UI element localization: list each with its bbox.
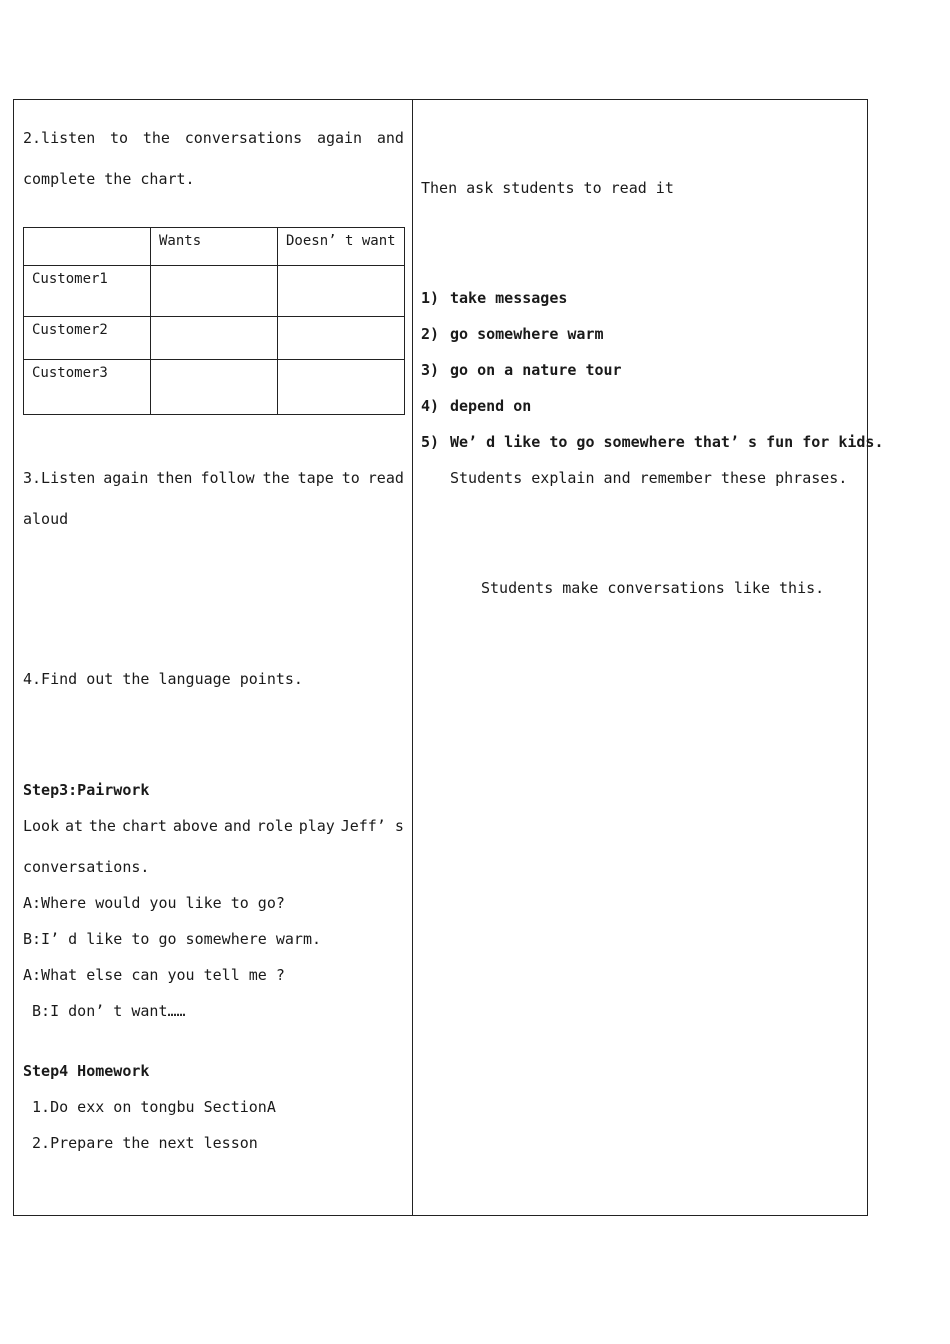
step3-line1: [23, 817, 404, 835]
chart-row: [24, 266, 405, 317]
item3-line2: aloud: [23, 510, 69, 528]
explain-text: Students explain and remember these phrases.: [450, 469, 848, 487]
word: Jeff’ s: [340, 817, 404, 835]
dialogue-line: B:I’ d like to go somewhere warm.: [23, 930, 322, 948]
phrase-number: 5): [421, 433, 440, 451]
chart-cell: Customer1: [24, 266, 151, 317]
phrase-number: 1): [421, 289, 440, 307]
step3-title: Step3:Pairwork: [23, 781, 150, 799]
chart-cell: [278, 266, 405, 317]
column-divider: [412, 99, 413, 1216]
dialogue-line: A:What else can you tell me ?: [23, 966, 285, 984]
homework-item: 2.Prepare the next lesson: [23, 1134, 258, 1152]
word: and: [376, 129, 404, 147]
chart-row: [24, 317, 405, 360]
customer-chart: [23, 227, 405, 415]
word: tape: [297, 469, 334, 487]
word: above: [172, 817, 218, 835]
chart-row: [24, 360, 405, 415]
chart-header-cell: Doesn’ t want: [278, 228, 405, 266]
item2-line1: [23, 129, 404, 147]
word: at: [64, 817, 84, 835]
word: the: [88, 817, 116, 835]
phrase-item: [421, 397, 531, 415]
phrase-number: 3): [421, 361, 440, 379]
phrase-number: 4): [421, 397, 440, 415]
word: and: [223, 817, 251, 835]
conversation-text: Students make conversations like this.: [481, 579, 825, 597]
step3-line2: conversations.: [23, 858, 150, 876]
chart-header-cell: Wants: [151, 228, 278, 266]
word: again: [316, 129, 363, 147]
phrase-number: 2): [421, 325, 440, 343]
chart-cell: [151, 266, 278, 317]
word: role: [256, 817, 293, 835]
word: 3.Listen: [23, 469, 96, 487]
word: Look: [23, 817, 60, 835]
word: follow: [200, 469, 255, 487]
chart-cell: [151, 360, 278, 415]
chart-cell: [278, 317, 405, 360]
word: to: [110, 129, 129, 147]
phrase-item: [421, 361, 622, 379]
word: then: [156, 469, 193, 487]
word: 2.listen: [23, 129, 96, 147]
phrase-item: [421, 325, 604, 343]
phrase-text: We’ d like to go somewhere that’ s fun for kids.: [450, 433, 884, 451]
word: play: [298, 817, 335, 835]
word: again: [103, 469, 149, 487]
item3-line1: [23, 469, 404, 487]
chart-header-cell: [24, 228, 151, 266]
phrase-text: go somewhere warm: [450, 325, 604, 343]
homework-item: 1.Do exx on tongbu SectionA: [23, 1098, 276, 1116]
phrase-text: depend on: [450, 397, 532, 415]
word: conversations: [184, 129, 303, 147]
word: the: [262, 469, 290, 487]
phrase-text: go on a nature tour: [450, 361, 622, 379]
word: to: [341, 469, 360, 487]
word: the: [142, 129, 170, 147]
word: chart: [121, 817, 167, 835]
item2-line2: complete the chart.: [23, 170, 195, 188]
dialogue-line: A:Where would you like to go?: [23, 894, 285, 912]
step4-title: Step4 Homework: [23, 1062, 150, 1080]
chart-cell: Customer2: [24, 317, 151, 360]
dialogue-line: B:I don’ t want……: [23, 1002, 186, 1020]
chart-header-row: [24, 228, 405, 266]
chart-cell: [278, 360, 405, 415]
word: read: [367, 469, 404, 487]
chart-cell: [151, 317, 278, 360]
item4-text: 4.Find out the language points.: [23, 670, 303, 688]
phrase-item: [421, 433, 883, 451]
phrase-text: take messages: [450, 289, 568, 307]
phrase-item: [421, 289, 567, 307]
chart-cell: Customer3: [24, 360, 151, 415]
right-intro: Then ask students to read it: [421, 179, 674, 197]
